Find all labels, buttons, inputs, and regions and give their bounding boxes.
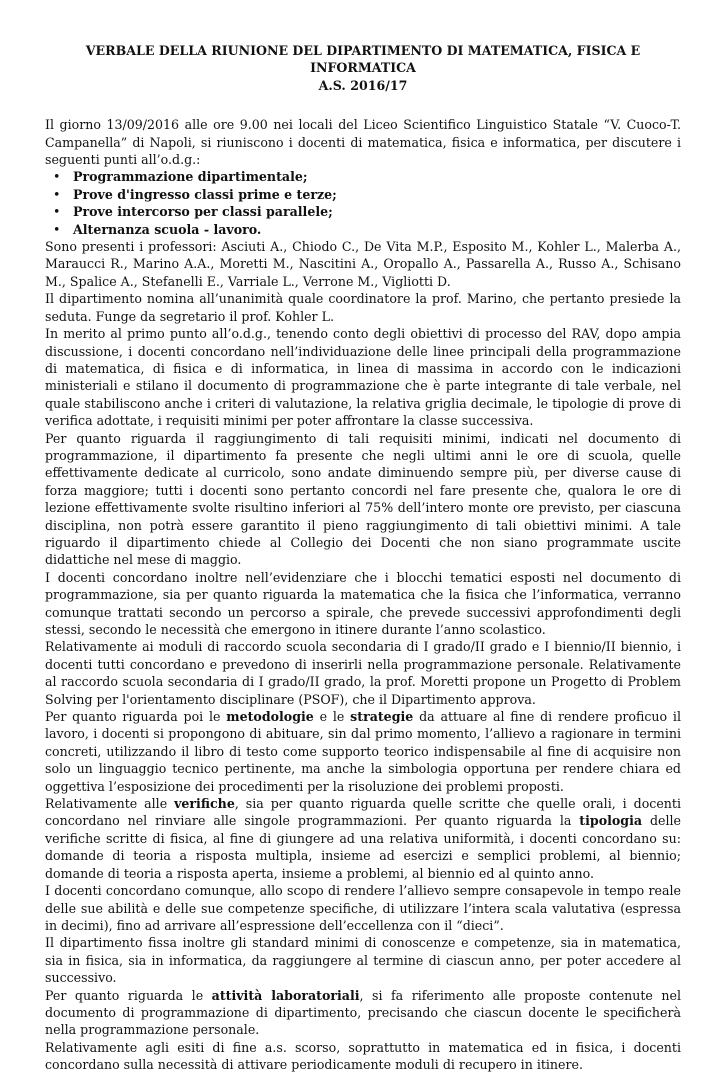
bold-term-attivita-laboratoriali: attività laboratoriali	[211, 987, 360, 1003]
text-run: , sia per quanto riguarda quelle scritte che quelle orali, i docenti concordano nel rinviare alle singole programmazioni. Per quanto riguarda la	[45, 796, 681, 829]
text-run: Relativamente alle	[45, 796, 175, 812]
text-run: e le	[313, 709, 351, 725]
text-run: Per quanto riguarda le	[45, 987, 212, 1003]
assessments-paragraph	[45, 795, 681, 882]
bold-term-tipologia: tipologia	[579, 813, 643, 829]
grading-scale-paragraph: I docenti concordano comunque, allo scopo di rendere l’allievo sempre consapevole in tempo reale delle sue abilità e delle sue competenze specifiche, di utilizzare l’intera scala valutativa (espressa in decimi), fino ad arrivare all’espressione dell’eccellenza con il “dieci”.	[45, 883, 681, 933]
bridge-modules-paragraph: Relativamente ai moduli di raccordo scuola secondaria di I grado/II grado e I biennio/II biennio, i docenti tutti concordano e prevedono di inserirli nella programmazione personale. Relativamente al raccordo scuola secondaria di I grado/II grado, la prof. Moretti propone un Progetto di Problem Solving per l'orientamento disciplinare (PSOF), che il Dipartimento approva.	[45, 639, 681, 707]
bold-term-metodologie: metodologie	[226, 709, 314, 725]
coordinator-paragraph: Il dipartimento nomina all’unanimità quale coordinatore la prof. Marino, che pertanto presiede la seduta. Funge da segretario il prof. Kohler L.	[45, 291, 681, 324]
agenda-item: • Alternanza scuola - lavoro.	[73, 221, 681, 238]
methodologies-paragraph	[45, 708, 681, 795]
agenda-item: • Programmazione dipartimentale;	[73, 168, 681, 185]
intro-paragraph: Il giorno 13/09/2016 alle ore 9.00 nei locali del Liceo Scientifico Linguistico Statale “V. Cuoco-T. Campanella” di Napoli, si riuniscono i docenti di matematica, fisica e informatica, per discutere i seguenti punti all’o.d.g.:	[45, 117, 681, 168]
attendees-paragraph: Sono presenti i professori: Asciuti A., Chiodo C., De Vita M.P., Esposito M., Kohler L., Malerba A., Maraucci R., Marino A.A., Moretti M., Nascitini A., Oropallo A., Passarella A., Russo A., Schisano M., Spalice A., Stefanelli E., Varriale L., Verrone M., Vigliotti D.	[45, 239, 681, 289]
text-run: Per quanto riguarda poi le	[45, 709, 227, 725]
title-line-1: VERBALE DELLA RIUNIONE DEL DIPARTIMENTO DI MATEMATICA, FISICA E INFORMATICA	[85, 43, 641, 76]
bold-term-strategie: strategie	[350, 709, 414, 725]
lab-activities-paragraph	[45, 987, 681, 1039]
first-point-paragraph: In merito al primo punto all’o.d.g., tenendo conto degli obiettivi di processo del RAV, dopo ampia discussione, i docenti concordano nell’individuazione delle linee principali della programmazione di matematica, di fisica e di informatica, in linea di massima in accordo con le indicazioni ministeriali e stilano il documento di programmazione che è parte integrante di tale verbale, nel quale stabiliscono anche i criteri di valutazione, la relativa griglia decimale, le tipologie di prove di verifica adottate, i requisiti minimi per poter affrontare la classe successiva.	[45, 326, 681, 429]
results-paragraph: Relativamente agli esiti di fine a.s. scorso, soprattutto in matematica ed in fisica, i docenti concordano sulla necessità di attivare periodicamente moduli di recupero in itinere.	[45, 1039, 681, 1073]
document-title	[45, 42, 681, 94]
agenda-item: • Prove intercorso per classi parallele;	[73, 203, 681, 220]
text-run: , si fa riferimento alle proposte contenute nel documento di programmazione di dipartimento, precisando che ciascun docente le specificherà nella programmazione personale.	[45, 987, 681, 1038]
text-run: da attuare al fine di rendere proficuo il lavoro, i docenti si propongono di abituare, sin dal primo momento, l’allievo a ragionare in termini concreti, utilizzando il libro di testo come supporto teorico indispensabile al fine di acquisire non solo un linguaggio tecnico pertinente, ma anche la simbologia opportuna per rendere chiara ed oggettiva l’esposizione dei procedimenti per la risoluzione dei problemi proposti.	[45, 709, 681, 794]
agenda-list	[45, 168, 681, 238]
text-run: delle verifiche scritte di fisica, al fine di giungere ad una relativa uniformità, i docenti concordano su: domande di teoria a risposta multipla, insieme ad esercizi e semplici problemi, al biennio; domande di teoria a risposta aperta, insieme a problemi, al biennio ed al quinto anno.	[45, 813, 681, 881]
minimum-standards-paragraph: Il dipartimento fissa inoltre gli standard minimi di conoscenze e competenze, sia in matematica, sia in fisica, sia in informatica, da raggiungere al termine di ciascun anno, per poter accedere al successivo.	[45, 935, 681, 986]
thematic-blocks-paragraph: I docenti concordano inoltre nell’evidenziare che i blocchi tematici esposti nel documento di programmazione, sia per quanto riguarda la matematica che la fisica che l’informatica, verranno comunque trattati secondo un percorso a spirale, che prevede successivi approfondimenti degli stessi, secondo le necessità che emergono in itinere durante l’anno scolastico.	[45, 569, 681, 637]
bold-term-verifiche: verifiche	[174, 796, 235, 812]
minimum-requirements-paragraph: Per quanto riguarda il raggiungimento di tali requisiti minimi, indicati nel documento di programmazione, il dipartimento fa presente che negli ultimi anni le ore di scuola, quelle effettivamente dedicate al curricolo, sono andate diminuendo sempre più, per diverse cause di forza maggiore; tutti i docenti sono pertanto concordi nel fare presente che, qualora le ore di lezione effettivamente svolte risultino inferiori al 75% dell’intero monte ore previsto, per ciascuna disciplina, non potrà essere garantito il pieno raggiungimento di tali obiettivi minimi. A tale riguardo il dipartimento chiede al Collegio dei Docenti che non siano programmate uscite didattiche nel mese di maggio.	[45, 430, 681, 568]
agenda-item: • Prove d'ingresso classi prime e terze;	[73, 186, 681, 203]
title-line-2: A.S. 2016/17	[318, 77, 408, 93]
